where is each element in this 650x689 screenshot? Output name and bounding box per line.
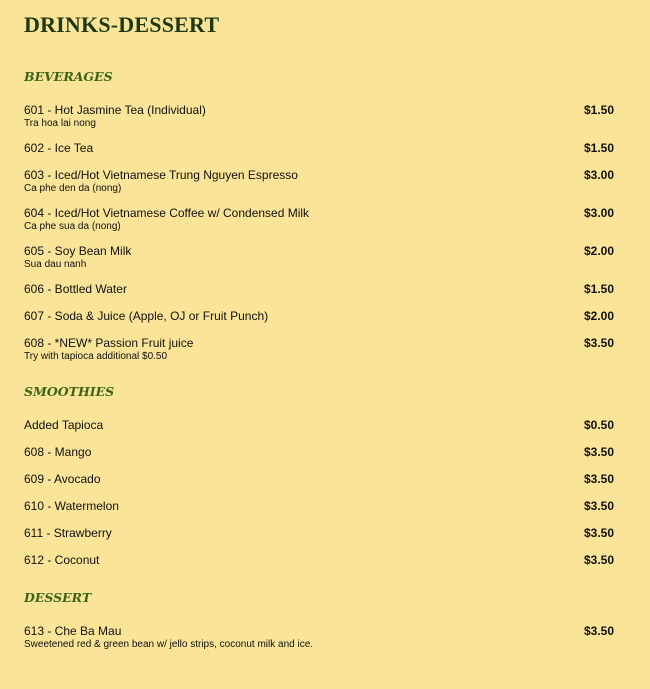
item-price: $1.50: [583, 103, 614, 117]
menu-item: [24, 526, 614, 541]
item-name: 612 - Coconut: [24, 553, 100, 567]
item-price: $3.50: [583, 336, 614, 350]
item-description: Ca phe sua da (nong): [24, 221, 121, 232]
menu-item: [24, 103, 614, 129]
menu-item: [24, 336, 614, 362]
item-price: $3.50: [583, 526, 614, 540]
item-name: Added Tapioca: [24, 418, 104, 432]
item-price: $3.50: [583, 445, 614, 459]
item-description: Try with tapioca additional $0.50: [24, 351, 168, 362]
item-price: $3.00: [583, 206, 614, 220]
item-description: Tra hoa lai nong: [24, 118, 96, 129]
item-name: 608 - Mango: [24, 445, 92, 459]
menu-section-smoothies: [24, 384, 614, 568]
menu-item: [24, 499, 614, 514]
item-name: 605 - Soy Bean Milk: [24, 244, 132, 258]
item-name: 608 - *NEW* Passion Fruit juice: [24, 336, 194, 350]
section-heading: BEVERAGES: [24, 69, 113, 84]
item-price: $3.50: [583, 499, 614, 513]
item-name: 604 - Iced/Hot Vietnamese Coffee w/ Condensed Milk: [24, 206, 310, 220]
menu-section-beverages: [24, 69, 614, 362]
menu-item: [24, 206, 614, 232]
menu-item: [24, 168, 614, 194]
item-description: Sweetened red & green bean w/ jello strips, coconut milk and ice.: [24, 639, 314, 650]
item-price: $3.50: [583, 624, 614, 638]
item-name: 611 - Strawberry: [24, 526, 112, 540]
menu-item: [24, 309, 614, 324]
section-heading: DESSERT: [24, 590, 92, 605]
menu-item: [24, 472, 614, 487]
item-name: 602 - Ice Tea: [24, 141, 94, 155]
menu-item: [24, 141, 614, 156]
item-price: $2.00: [583, 244, 614, 258]
item-description: Sua dau nanh: [24, 259, 87, 270]
item-name: 610 - Watermelon: [24, 499, 119, 513]
item-price: $1.50: [583, 282, 614, 296]
menu-item: [24, 553, 614, 568]
item-name: 603 - Iced/Hot Vietnamese Trung Nguyen Espresso: [24, 168, 298, 182]
menu-item: [24, 282, 614, 297]
item-name: 609 - Avocado: [24, 472, 101, 486]
page-title: DRINKS-DESSERT: [24, 12, 220, 37]
item-name: 606 - Bottled Water: [24, 282, 127, 296]
item-name: 607 - Soda & Juice (Apple, OJ or Fruit Punch): [24, 309, 269, 323]
menu-item: [24, 418, 614, 433]
item-price: $3.00: [583, 168, 614, 182]
item-price: $1.50: [583, 141, 614, 155]
item-price: $3.50: [583, 472, 614, 486]
section-heading: SMOOTHIES: [24, 384, 115, 399]
menu-sections: [24, 69, 614, 650]
menu-item: [24, 445, 614, 460]
item-price: $3.50: [583, 553, 614, 567]
item-name: 601 - Hot Jasmine Tea (Individual): [24, 103, 206, 117]
menu-section-dessert: [24, 590, 614, 650]
menu-item: [24, 244, 614, 270]
item-price: $2.00: [583, 309, 614, 323]
item-name: 613 - Che Ba Mau: [24, 624, 122, 638]
menu-item: [24, 624, 614, 650]
item-description: Ca phe den da (nong): [24, 183, 122, 194]
item-price: $0.50: [583, 418, 614, 432]
